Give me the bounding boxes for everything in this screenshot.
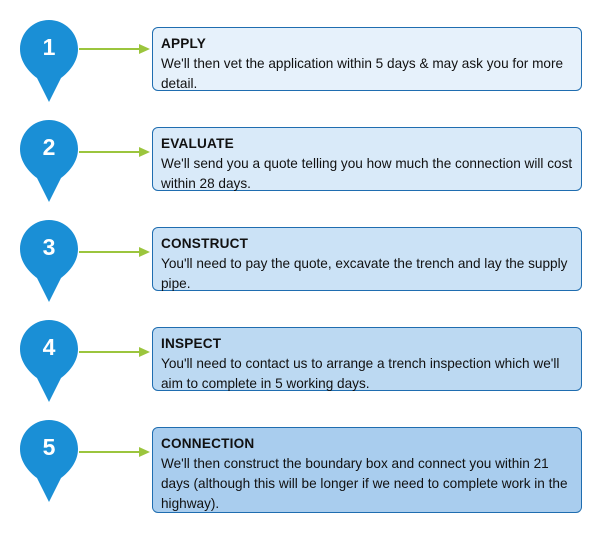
step-1 — [0, 0, 602, 100]
step-2-number: 2 — [42, 134, 56, 160]
step-2-box — [152, 127, 582, 191]
step-2-description: We'll send you a quote telling you how much the connection will cost within 28 days. — [161, 156, 573, 191]
step-5 — [0, 400, 602, 533]
step-1-box — [152, 27, 582, 91]
step-2-arrow-icon — [79, 145, 151, 159]
step-4 — [0, 300, 602, 400]
step-2-marker-pin-icon — [17, 118, 81, 202]
step-1-arrow-icon — [79, 42, 151, 56]
step-3 — [0, 200, 602, 300]
step-3-number: 3 — [42, 234, 56, 260]
step-3-box — [152, 227, 582, 291]
map-pin-icon — [17, 418, 81, 504]
step-2-title: EVALUATE — [161, 136, 234, 151]
step-1-title: APPLY — [161, 36, 207, 51]
step-5-description: We'll then construct the boundary box and connect you within 21 days (although this will be longer if we need to complete work in the highway). — [161, 456, 568, 511]
step-1-number: 1 — [42, 34, 56, 60]
step-4-number: 4 — [42, 334, 56, 360]
step-5-title: CONNECTION — [161, 436, 255, 451]
step-4-title: INSPECT — [161, 336, 222, 351]
step-1-marker-pin-icon — [17, 18, 81, 102]
step-4-arrow-icon — [79, 345, 151, 359]
map-pin-icon — [17, 118, 81, 204]
step-5-marker-pin-icon — [17, 418, 81, 502]
map-pin-icon — [17, 18, 81, 104]
map-pin-icon — [17, 318, 81, 404]
step-5-arrow-icon — [79, 445, 151, 459]
map-pin-icon — [17, 218, 81, 304]
step-3-title: CONSTRUCT — [161, 236, 249, 251]
step-4-marker-pin-icon — [17, 318, 81, 402]
step-1-description: We'll then vet the application within 5 days & may ask you for more detail. — [161, 56, 564, 91]
step-5-box — [152, 427, 582, 513]
step-3-arrow-icon — [79, 245, 151, 259]
step-4-box — [152, 327, 582, 391]
step-2 — [0, 100, 602, 200]
step-4-description: You'll need to contact us to arrange a trench inspection which we'll aim to complete in 5 working days. — [161, 356, 560, 391]
step-5-number: 5 — [42, 434, 56, 460]
step-3-marker-pin-icon — [17, 218, 81, 302]
step-3-description: You'll need to pay the quote, excavate the trench and lay the supply pipe. — [161, 256, 568, 291]
